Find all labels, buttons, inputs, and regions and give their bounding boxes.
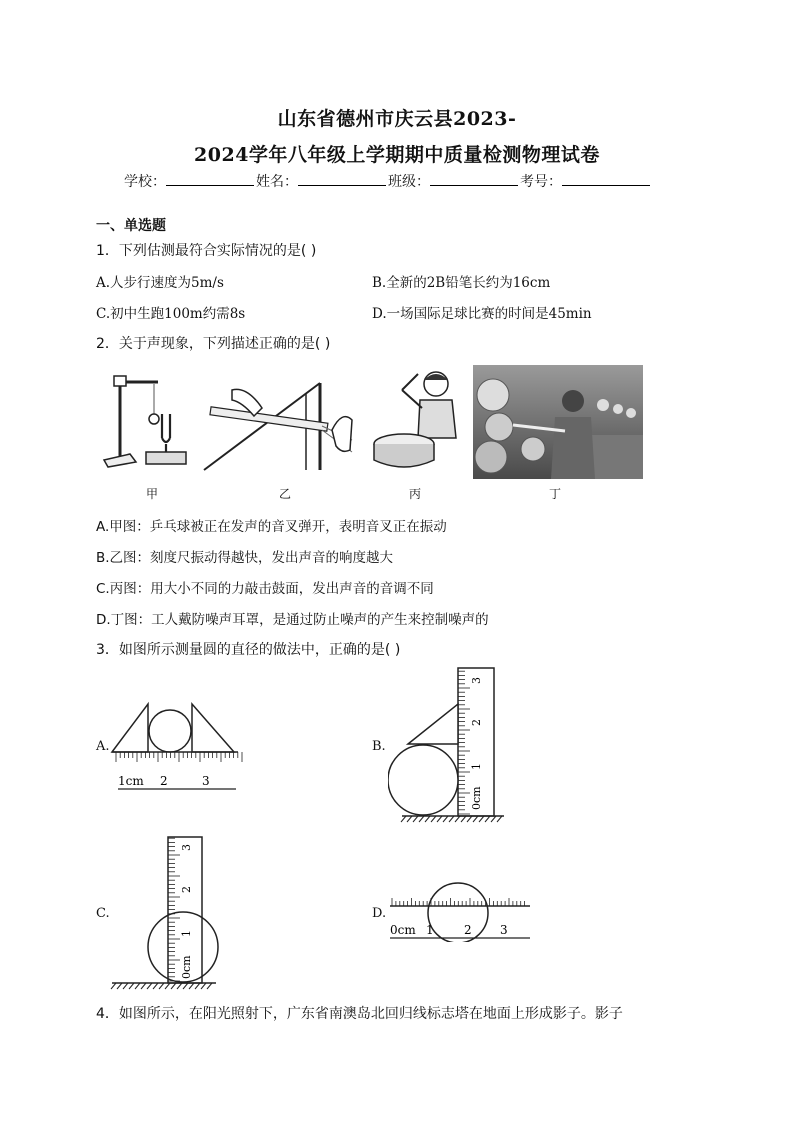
ruler-tick (159, 983, 164, 989)
ruler-tick (141, 983, 146, 989)
ruler-tick (189, 983, 194, 989)
ruler-tick (195, 983, 200, 989)
school-blank[interactable] (166, 171, 254, 186)
question-1-option-a[interactable]: A.人步行速度为5m/s (96, 275, 224, 291)
ruler-tick (147, 983, 152, 989)
ruler-tick (467, 816, 472, 822)
ruler-tick (419, 816, 424, 822)
ruler-tick (129, 983, 134, 989)
question-3-stem: 3．如图所示测量圆的直径的做法中，正确的是( ) (96, 642, 401, 658)
factory-worker-photo (473, 365, 643, 479)
ruler-tick (455, 816, 460, 822)
ruler-d-label-1: 1 (426, 923, 434, 937)
ruler-a-label-1cm: 1cm (118, 774, 144, 788)
ruler-c-label-2: 2 (180, 886, 193, 893)
ruler-b-label-3: 3 (470, 677, 483, 684)
ruler-c-label-3: 3 (180, 844, 193, 851)
ruler-tick (207, 983, 212, 989)
ruler-a-label-2: 2 (160, 774, 168, 788)
ruler-d-label-0cm: 0cm (390, 923, 416, 937)
ruler-tick (443, 816, 448, 822)
caption-ding: 丁 (548, 487, 561, 501)
ruler-tick (413, 816, 418, 822)
ruler-tick (401, 816, 406, 822)
question-2-option-a[interactable]: A.甲图：乒乓球被正在发声的音叉弹开，表明音叉正在振动 (96, 519, 447, 535)
ruler-tick (491, 816, 496, 822)
question-1-option-c[interactable]: C.初中生跑100m约需8s (96, 306, 246, 322)
class-label: 班级： (388, 174, 430, 190)
question-2-option-b[interactable]: B.乙图：刻度尺振动得越快，发出声音的响度越大 (96, 550, 394, 566)
q3-figure-b (388, 664, 508, 826)
ruler-tick (165, 983, 170, 989)
q3-label-b[interactable]: B. (372, 739, 386, 754)
ruler-tick (153, 983, 158, 989)
ruler-b-label-1: 1 (470, 763, 483, 770)
ruler-d-label-3: 3 (500, 923, 508, 937)
question-1-stem: 1．下列估测最符合实际情况的是( ) (96, 243, 317, 259)
class-blank[interactable] (430, 171, 518, 186)
q3-label-d[interactable]: D. (372, 906, 387, 921)
ruler-tick (177, 983, 182, 989)
q3-figure-d (388, 880, 533, 942)
ruler-c-label-1: 1 (180, 930, 193, 937)
student-info-row (124, 171, 652, 191)
section-heading: 一、单选题 (96, 218, 166, 234)
ruler-c-label-0cm: 0cm (180, 955, 193, 979)
ruler-tick (111, 983, 116, 989)
q3-figure-c (110, 833, 220, 993)
ruler-b-label-2: 2 (470, 719, 483, 726)
ruler-tick (135, 983, 140, 989)
ruler-tick (123, 983, 128, 989)
ruler-d-label-2: 2 (464, 923, 472, 937)
caption-bing: 丙 (408, 487, 421, 501)
ruler-a-label-3: 3 (202, 774, 210, 788)
q3-label-a[interactable]: A. (96, 739, 110, 754)
ruler-tick (183, 983, 188, 989)
ruler-tick (117, 983, 122, 989)
name-blank[interactable] (298, 171, 386, 186)
ruler-tick (437, 816, 442, 822)
q3-label-c[interactable]: C. (96, 906, 110, 921)
question-1-option-d[interactable]: D.一场国际足球比赛的时间是45min (372, 306, 592, 322)
ruler-tick (425, 816, 430, 822)
ruler-tick (473, 816, 478, 822)
ruler-tick (431, 816, 436, 822)
ruler-tick (171, 983, 176, 989)
number-label: 考号： (520, 174, 562, 190)
drum-boy-figure (372, 368, 464, 478)
ruler-d-ticks (392, 898, 525, 906)
question-1-option-b[interactable]: B.全新的2B铅笔长约为16cm (372, 275, 551, 291)
name-label: 姓名： (256, 174, 298, 190)
number-blank[interactable] (562, 171, 650, 186)
caption-jia: 甲 (145, 487, 158, 501)
ruler-tick (461, 816, 466, 822)
tuning-fork-figure (100, 372, 195, 472)
ruler-b-label-0cm: 0cm (470, 786, 483, 810)
q3-figure-a (108, 700, 243, 792)
exam-title-line1: 山东省德州市庆云县2023- (277, 108, 517, 130)
ruler-tick (407, 816, 412, 822)
question-2-option-c[interactable]: C.丙图：用大小不同的力敲击鼓面，发出声音的音调不同 (96, 581, 434, 597)
ruler-tick (497, 816, 502, 822)
ground-hatch-c (111, 983, 212, 989)
ruler-tick (485, 816, 490, 822)
ruler-vibration-figure (202, 380, 362, 472)
ruler-a-ticks (116, 752, 242, 762)
ruler-tick (201, 983, 206, 989)
question-2-stem: 2．关于声现象，下列描述正确的是( ) (96, 336, 331, 352)
school-label: 学校： (124, 174, 166, 190)
ground-hatch-b (401, 816, 502, 822)
question-2-option-d[interactable]: D.丁图：工人戴防噪声耳罩，是通过防止噪声的产生来控制噪声的 (96, 612, 489, 628)
exam-title-line2: 2024学年八年级上学期期中质量检测物理试卷 (194, 144, 600, 166)
question-4-stem: 4．如图所示，在阳光照射下，广东省南澳岛北回归线标志塔在地面上形成影子。影子 (96, 1006, 623, 1022)
ruler-tick (449, 816, 454, 822)
ruler-tick (479, 816, 484, 822)
caption-yi: 乙 (278, 487, 291, 501)
